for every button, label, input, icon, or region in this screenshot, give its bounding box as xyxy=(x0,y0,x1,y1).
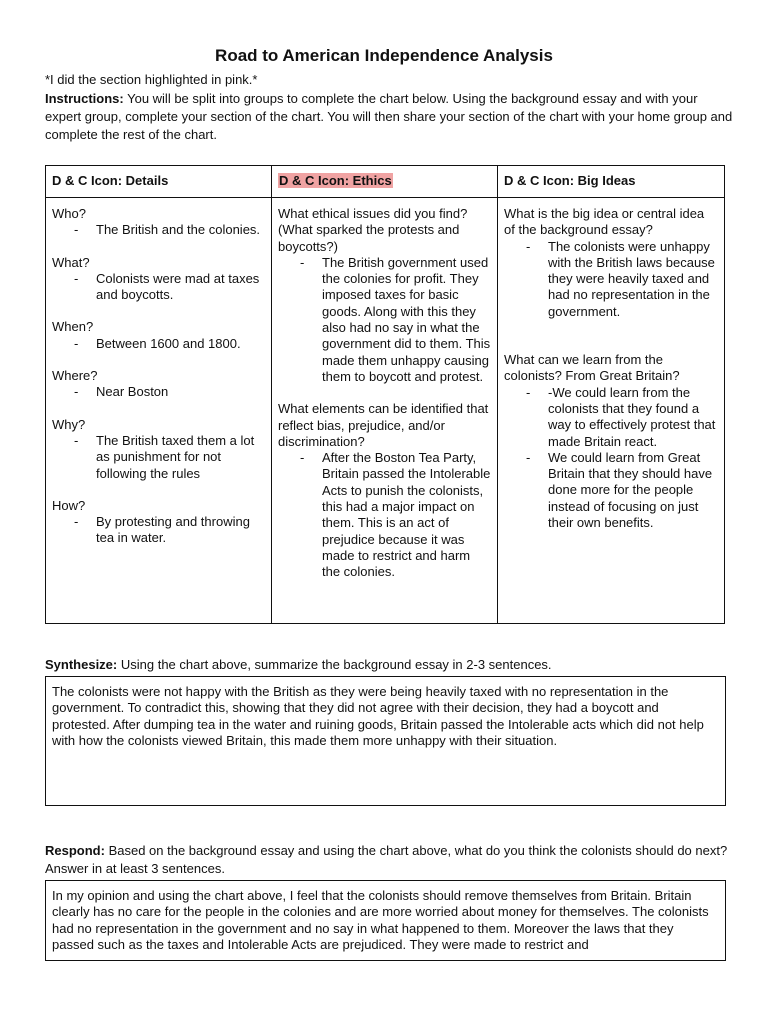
respond-prompt xyxy=(45,842,735,878)
how-answer: - By protesting and throwing tea in water. xyxy=(74,514,250,546)
header-big-ideas xyxy=(498,166,725,198)
header-big-ideas-label: D & C Icon: Big Ideas xyxy=(504,173,636,188)
document-title: Road to American Independence Analysis xyxy=(215,46,553,65)
synthesize-label: Synthesize: xyxy=(45,657,118,672)
header-ethics xyxy=(272,166,498,198)
instructions-label: Instructions: xyxy=(45,91,124,106)
header-details xyxy=(46,166,272,198)
big-ideas-cell xyxy=(498,198,725,624)
ethics-question-2: What elements can be identified that reflect bias, prejudice, and/or discrimination? xyxy=(278,401,489,449)
respond-label: Respond: xyxy=(45,843,105,858)
what-question: What? xyxy=(52,254,90,270)
header-details-label: D & C Icon: Details xyxy=(52,173,169,188)
synthesize-prompt-text: Using the chart above, summarize the background essay in 2-3 sentences. xyxy=(117,657,552,672)
who-answer: - The British and the colonies. xyxy=(74,222,261,238)
when-answer: - Between 1600 and 1800. xyxy=(74,335,241,351)
respond-answer-box[interactable] xyxy=(45,880,726,961)
synthesize-answer-box[interactable] xyxy=(45,676,726,806)
big-ideas-answer-2: - -We could learn from the colonists that they found a way to effectively protest that made Britain react. xyxy=(526,384,716,449)
big-ideas-question-2: What can we learn from the colonists? From Great Britain? xyxy=(504,352,680,384)
instructions xyxy=(45,90,735,144)
ethics-cell xyxy=(272,198,498,624)
analysis-chart xyxy=(45,165,725,624)
ethics-answer-1: - The British government used the colonies for profit. They imposed taxes for basic goods. Along with this they also had no say in what the government did to them. This made them unhappy causing them to boycott and protest. xyxy=(300,254,491,384)
big-ideas-answer-1: - The colonists were unhappy with the British laws because they were heavily taxed and had no representation in the government. xyxy=(526,238,715,319)
what-answer: - Colonists were mad at taxes and boycotts. xyxy=(74,270,260,303)
where-question: Where? xyxy=(52,368,98,384)
who-question: Who? xyxy=(52,206,86,221)
synthesize-answer: The colonists were not happy with the British as they were being heavily taxed with no representation in the government. To contradict this, showing that they did not agree with their decision, they had a boycott and protested. After dumping tea in the water and ruining goods, Britain passed the Intolerable acts which did not help with how the colonists viewed Britain, this made them more unhappy with their situation. xyxy=(52,684,704,748)
ethics-answer-2: - After the Boston Tea Party, Britain passed the Intolerable Acts to punish the colonists, this had a major impact on them. This is an act of prejudice because it was made to restrict and harm the colonies. xyxy=(300,450,491,580)
details-cell xyxy=(46,198,272,624)
when-question: When? xyxy=(52,319,94,335)
big-ideas-question-1: What is the big idea or central idea of the background essay? xyxy=(504,206,705,238)
respond-prompt-text: Based on the background essay and using the chart above, what do you think the colonists should do next? Answer in at least 3 sentences. xyxy=(45,843,728,876)
ethics-question-1: What ethical issues did you find? (What sparked the protests and boycotts?) xyxy=(278,206,468,254)
big-ideas-answer-3: - We could learn from Great Britain that they should have done more for the people instead of focusing on just their own benefits. xyxy=(526,449,713,531)
synthesize-prompt xyxy=(45,656,735,674)
highlight-note: *I did the section highlighted in pink.* xyxy=(45,72,258,87)
instructions-text: You will be split into groups to complete the chart below. Using the background essay and with your expert group, complete your section of the chart. You will then share your section of the chart with your home group and complete the rest of the chart. xyxy=(45,91,733,142)
respond-answer: In my opinion and using the chart above, I feel that the colonists should remove themselves from Britain. Britain clearly has no care for the people in the colonies and are more worried about money for themselves. The colonists had no representation in the government and no say in what happened to them. Moreover the laws that they passed such as the taxes and Intolerable Acts are prejudiced. They were made to restrict and xyxy=(52,888,709,952)
how-question: How? xyxy=(52,497,86,513)
why-answer: - The British taxed them a lot as punishment for not following the rules xyxy=(74,432,255,481)
where-answer: - Near Boston xyxy=(74,384,169,400)
why-question: Why? xyxy=(52,416,86,432)
header-ethics-label: D & C Icon: Ethics xyxy=(279,173,392,188)
